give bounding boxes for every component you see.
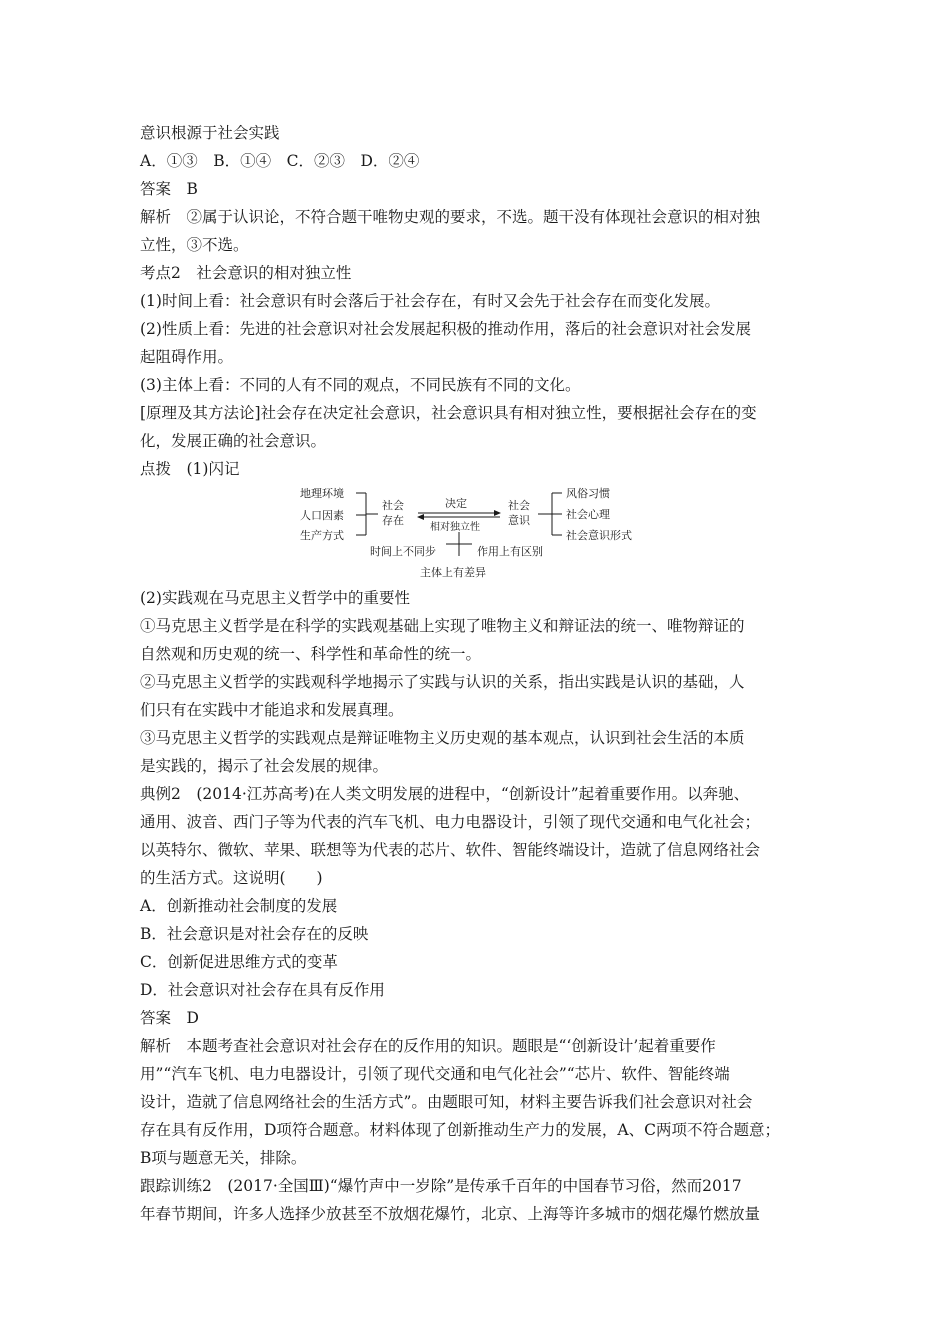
text-line: (3)主体上看：不同的人有不同的观点，不同民族有不同的文化。 — [140, 376, 581, 394]
branch-lines — [446, 532, 472, 556]
branch-time: 时间上不同步 — [370, 545, 436, 558]
social-existence-top: 社会 — [382, 499, 404, 512]
social-consciousness-bottom: 意识 — [508, 514, 530, 527]
text-line: 存在具有反作用，D项符合题意。材料体现了创新推动生产力的发展，A、C两项不符合题意； — [140, 1121, 780, 1139]
answer-line: 答案 D — [140, 1009, 199, 1027]
text-line: 的生活方式。这说明( ) — [140, 869, 323, 887]
factor-population: 人口因素 — [300, 509, 344, 522]
text-line: (2)实践观在马克思主义哲学中的重要性 — [140, 589, 410, 607]
text-line: 通用、波音、西门子等为代表的汽车飞机、电力电器设计，引领了现代交通和电气化社会； — [140, 813, 761, 831]
option-d: D．社会意识对社会存在具有反作用 — [140, 981, 385, 999]
document-lower-text — [140, 584, 820, 1228]
document-upper-text — [140, 119, 820, 483]
form-customs: 风俗习惯 — [566, 487, 610, 500]
example-heading: 典例2 (2014·江苏高考)在人类文明发展的进程中，“创新设计”起着重要作用。以奔驰、 — [140, 785, 750, 803]
left-bracket — [356, 493, 378, 535]
form-ideology: 社会意识形式 — [566, 529, 632, 542]
text-line: ①马克思主义哲学是在科学的实践观基础上实现了唯物主义和辩证法的统一、唯物辩证的 — [140, 617, 745, 635]
text-line: (2)性质上看：先进的社会意识对社会发展起积极的推动作用，落后的社会意识对社会发展 — [140, 320, 751, 338]
social-consciousness-top: 社会 — [508, 499, 530, 512]
branch-subject: 主体上有差异 — [420, 566, 486, 579]
text-line: 用”“汽车飞机、电力电器设计，引领了现代交通和电气化社会”“芯片、软件、智能终端 — [140, 1065, 730, 1083]
answer-options: A．①③ B．①④ C．②③ D．②④ — [140, 152, 420, 170]
option-a: A．创新推动社会制度的发展 — [140, 897, 338, 915]
text-line: ②马克思主义哲学的实践观科学地揭示了实践与认识的关系，指出实践是认识的基础，人 — [140, 673, 745, 691]
section-heading: 考点2 社会意识的相对独立性 — [140, 264, 352, 282]
text-line: 点拨 (1)闪记 — [140, 460, 240, 478]
text-line: 们只有在实践中才能追求和发展真理。 — [140, 701, 404, 719]
text-line: 意识根源于社会实践 — [140, 124, 280, 142]
text-line: [原理及其方法论]社会存在决定社会意识，社会意识具有相对独立性，要根据社会存在的变 — [140, 404, 757, 422]
text-line: 起阻碍作用。 — [140, 348, 234, 366]
text-line: (1)时间上看：社会意识有时会落后于社会存在，有时又会先于社会存在而变化发展。 — [140, 292, 720, 310]
arrow-label-independence: 相对独立性 — [430, 522, 480, 533]
text-line: 自然观和历史观的统一、科学性和革命性的统一。 — [140, 645, 482, 663]
text-line: 是实践的，揭示了社会发展的规律。 — [140, 757, 389, 775]
social-existence-bottom: 存在 — [382, 514, 404, 527]
analysis-line: 解析 ②属于认识论，不符合题干唯物史观的要求，不选。题干没有体现社会意识的相对独 — [140, 208, 761, 226]
text-line: 化，发展正确的社会意识。 — [140, 432, 327, 450]
text-line: B项与题意无关，排除。 — [140, 1149, 307, 1167]
text-line: ③马克思主义哲学的实践观点是辩证唯物主义历史观的基本观点，认识到社会生活的本质 — [140, 729, 745, 747]
option-c: C．创新促进思维方式的变革 — [140, 953, 338, 971]
answer-line: 答案 B — [140, 180, 198, 198]
option-b: B．社会意识是对社会存在的反映 — [140, 925, 369, 943]
text-line: 以英特尔、微软、苹果、联想等为代表的芯片、软件、智能终端设计，造就了信息网络社会 — [140, 841, 761, 859]
form-social-psychology: 社会心理 — [566, 508, 610, 521]
text-line: 年春节期间，许多人选择少放甚至不放烟花爆竹，北京、上海等许多城市的烟花爆竹燃放量 — [140, 1205, 761, 1223]
arrow-label-decides: 决定 — [445, 497, 467, 510]
factor-production-mode: 生产方式 — [300, 529, 344, 542]
diagram-svg — [296, 484, 658, 582]
social-consciousness-diagram — [296, 484, 658, 582]
text-line: 设计，造就了信息网络社会的生活方式”。由题眼可知，材料主要告诉我们社会意识对社会 — [140, 1093, 753, 1111]
exercise-heading: 跟踪训练2 (2017·全国Ⅲ)“爆竹声中一岁除”是传承千百年的中国春节习俗，然而2017 — [140, 1177, 742, 1195]
text-line: 立性，③不选。 — [140, 236, 249, 254]
analysis-line: 解析 本题考查社会意识对社会存在的反作用的知识。题眼是“‘创新设计’起着重要作 — [140, 1037, 716, 1055]
branch-function: 作用上有区别 — [477, 545, 543, 558]
right-bracket — [538, 493, 562, 535]
factor-geography: 地理环境 — [300, 487, 344, 500]
